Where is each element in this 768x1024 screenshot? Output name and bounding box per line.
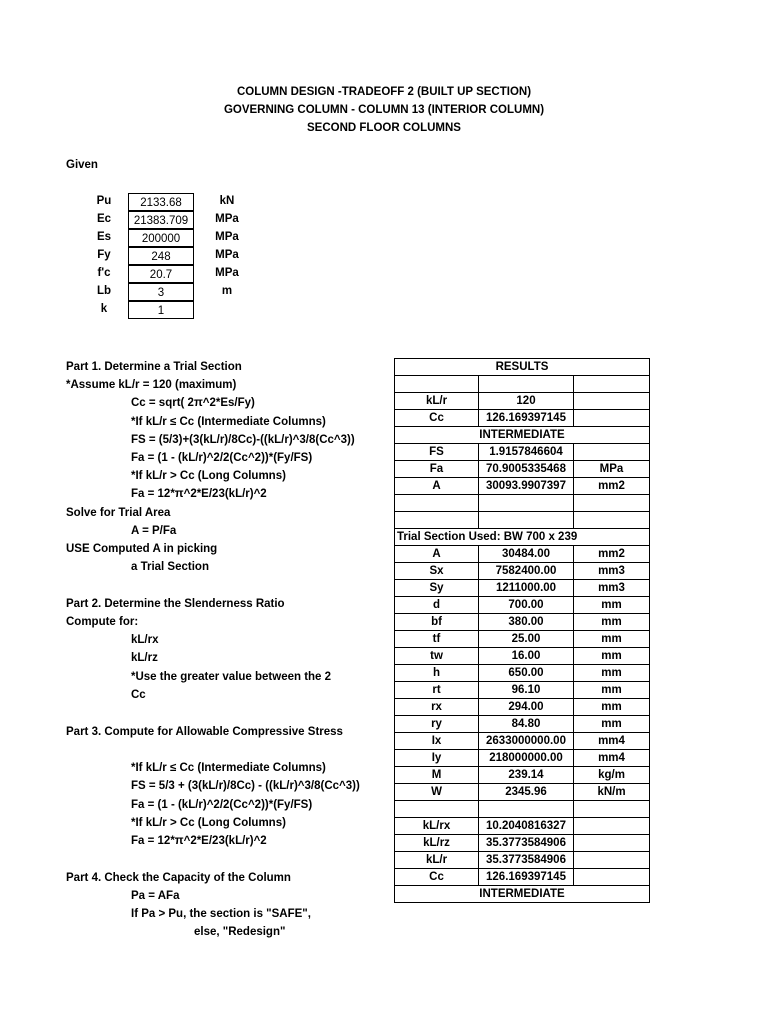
result-unit[interactable]	[574, 444, 650, 461]
prop-value[interactable]: 84.80	[479, 716, 574, 733]
table-row	[395, 869, 650, 886]
given-unit: MPa	[215, 267, 239, 279]
table-row	[395, 410, 650, 427]
result-label[interactable]: Cc	[395, 410, 479, 427]
given-symbol: k	[100, 303, 108, 315]
given-symbol: Pu	[96, 195, 112, 207]
procedure-line: If Pa > Pu, the section is "SAFE",	[131, 908, 311, 920]
given-symbol: Ec	[96, 213, 112, 225]
procedure-line: FS = 5/3 + (3(kL/r)/8Cc) - ((kL/r)^3/8(Cc^3))	[131, 780, 360, 792]
slenderness-label[interactable]: kL/rx	[395, 818, 479, 835]
table-row	[395, 699, 650, 716]
table-row	[395, 784, 650, 801]
prop-unit[interactable]: mm4	[574, 750, 650, 767]
prop-label[interactable]: A	[395, 546, 479, 563]
result-value[interactable]: 30093.9907397	[479, 478, 574, 495]
given-value[interactable]: 200000	[128, 229, 194, 247]
results-header[interactable]: RESULTS	[395, 359, 650, 376]
table-row	[395, 886, 650, 903]
prop-value[interactable]: 16.00	[479, 648, 574, 665]
prop-label[interactable]: tf	[395, 631, 479, 648]
prop-unit[interactable]: mm	[574, 631, 650, 648]
result-value[interactable]: 1.9157846604	[479, 444, 574, 461]
procedure-line: a Trial Section	[131, 561, 209, 573]
given-value[interactable]: 1	[128, 301, 194, 319]
given-unit: MPa	[215, 213, 239, 225]
prop-value[interactable]: 380.00	[479, 614, 574, 631]
classification-cell[interactable]: INTERMEDIATE	[395, 886, 650, 903]
prop-unit[interactable]: mm2	[574, 546, 650, 563]
prop-label[interactable]: Sy	[395, 580, 479, 597]
procedure-line: *If kL/r ≤ Cc (Intermediate Columns)	[131, 762, 326, 774]
given-value[interactable]: 248	[128, 247, 194, 265]
table-cell[interactable]	[574, 801, 650, 818]
given-symbol: f'c	[97, 267, 111, 279]
procedure-line: Fa = 12*π^2*E/23(kL/r)^2	[131, 488, 267, 500]
doc-subtitle-floor: SECOND FLOOR COLUMNS	[307, 122, 461, 134]
table-row	[395, 444, 650, 461]
prop-label[interactable]: M	[395, 767, 479, 784]
part4-heading: Part 4. Check the Capacity of the Column	[66, 872, 291, 884]
table-cell[interactable]	[574, 512, 650, 529]
slenderness-value[interactable]: 126.169397145	[479, 869, 574, 886]
prop-value[interactable]: 30484.00	[479, 546, 574, 563]
prop-label[interactable]: tw	[395, 648, 479, 665]
table-row	[395, 835, 650, 852]
table-cell[interactable]	[395, 512, 479, 529]
result-unit[interactable]	[574, 410, 650, 427]
given-label: Given	[66, 159, 98, 171]
table-row	[395, 767, 650, 784]
procedure-line: Fa = (1 - (kL/r)^2/2(Cc^2))*(Fy/FS)	[131, 799, 313, 811]
table-row	[395, 682, 650, 699]
slenderness-label[interactable]: kL/rz	[395, 835, 479, 852]
prop-value[interactable]: 96.10	[479, 682, 574, 699]
trial-section-cell[interactable]: Trial Section Used: BW 700 x 239	[395, 529, 650, 546]
table-row	[395, 733, 650, 750]
given-value[interactable]: 2133.68	[128, 193, 194, 211]
given-symbol: Fy	[97, 249, 111, 261]
procedure-line: A = P/Fa	[131, 525, 177, 537]
procedure-line: Fa = 12*π^2*E/23(kL/r)^2	[131, 835, 267, 847]
prop-value[interactable]: 239.14	[479, 767, 574, 784]
table-cell[interactable]	[479, 495, 574, 512]
prop-unit[interactable]: mm	[574, 614, 650, 631]
doc-title: COLUMN DESIGN -TRADEOFF 2 (BUILT UP SECTION)	[236, 86, 532, 98]
table-row	[395, 563, 650, 580]
classification-cell[interactable]: INTERMEDIATE	[395, 427, 650, 444]
procedure-line: kL/rz	[131, 652, 158, 664]
table-row	[395, 852, 650, 869]
table-cell[interactable]	[574, 852, 650, 869]
part2-heading: Part 2. Determine the Slenderness Ratio	[66, 598, 285, 610]
prop-unit[interactable]: kN/m	[574, 784, 650, 801]
procedure-line: Compute for:	[66, 616, 139, 628]
result-value[interactable]: 70.9005335468	[479, 461, 574, 478]
prop-value[interactable]: 650.00	[479, 665, 574, 682]
table-row	[395, 427, 650, 444]
prop-unit[interactable]: mm3	[574, 580, 650, 597]
table-row	[395, 818, 650, 835]
part3-heading: Part 3. Compute for Allowable Compressive Stress	[66, 726, 343, 738]
table-row	[395, 461, 650, 478]
prop-label[interactable]: d	[395, 597, 479, 614]
given-unit: MPa	[215, 249, 239, 261]
procedure-line: USE Computed A in picking	[66, 543, 218, 555]
given-value[interactable]: 20.7	[128, 265, 194, 283]
slenderness-value[interactable]: 35.3773584906	[479, 835, 574, 852]
prop-unit[interactable]: mm	[574, 597, 650, 614]
prop-label[interactable]: W	[395, 784, 479, 801]
prop-value[interactable]: 25.00	[479, 631, 574, 648]
result-label[interactable]: FS	[395, 444, 479, 461]
table-row	[395, 750, 650, 767]
slenderness-label[interactable]: kL/r	[395, 852, 479, 869]
procedure-line: *Use the greater value between the 2	[131, 671, 332, 683]
given-symbol: Es	[96, 231, 112, 243]
prop-unit[interactable]: mm	[574, 682, 650, 699]
prop-label[interactable]: ry	[395, 716, 479, 733]
result-label[interactable]: Fa	[395, 461, 479, 478]
given-symbol: Lb	[96, 285, 112, 297]
slenderness-value[interactable]: 35.3773584906	[479, 852, 574, 869]
slenderness-label[interactable]: Cc	[395, 869, 479, 886]
part1-heading: Part 1. Determine a Trial Section	[66, 361, 242, 373]
table-cell[interactable]	[574, 376, 650, 393]
table-cell[interactable]	[479, 512, 574, 529]
table-row	[395, 529, 650, 546]
table-row	[395, 376, 650, 393]
procedure-line: Pa = AFa	[131, 890, 180, 902]
procedure-line: Cc	[131, 689, 146, 701]
procedure-line: kL/rx	[131, 634, 159, 646]
prop-unit[interactable]: mm	[574, 716, 650, 733]
result-label[interactable]: A	[395, 478, 479, 495]
result-unit[interactable]: mm2	[574, 478, 650, 495]
result-value[interactable]: 126.169397145	[479, 410, 574, 427]
table-row	[395, 648, 650, 665]
prop-unit[interactable]: kg/m	[574, 767, 650, 784]
result-value[interactable]: 120	[479, 393, 574, 410]
table-row	[395, 580, 650, 597]
table-row	[395, 478, 650, 495]
table-cell[interactable]	[574, 495, 650, 512]
table-row	[395, 665, 650, 682]
procedure-line: Solve for Trial Area	[66, 507, 171, 519]
procedure-line: *If kL/r > Cc (Long Columns)	[131, 817, 286, 829]
prop-label[interactable]: rt	[395, 682, 479, 699]
given-unit: m	[221, 285, 233, 297]
prop-value[interactable]: 2345.96	[479, 784, 574, 801]
table-row	[395, 597, 650, 614]
slenderness-value[interactable]: 10.2040816327	[479, 818, 574, 835]
results-table	[394, 358, 650, 903]
given-unit: MPa	[215, 231, 239, 243]
table-row	[395, 393, 650, 410]
procedure-line: *If kL/r > Cc (Long Columns)	[131, 470, 286, 482]
table-row	[395, 359, 650, 376]
table-cell[interactable]	[574, 818, 650, 835]
prop-label[interactable]: rx	[395, 699, 479, 716]
table-cell[interactable]	[395, 495, 479, 512]
table-row	[395, 495, 650, 512]
procedure-line: FS = (5/3)+(3(kL/r)/8Cc)-((kL/r)^3/8(Cc^3))	[131, 434, 355, 446]
table-row	[395, 546, 650, 563]
table-row	[395, 614, 650, 631]
table-row	[395, 716, 650, 733]
table-cell[interactable]	[395, 376, 479, 393]
procedure-line: *If kL/r ≤ Cc (Intermediate Columns)	[131, 416, 326, 428]
table-cell[interactable]	[574, 835, 650, 852]
prop-unit[interactable]: mm3	[574, 563, 650, 580]
result-unit[interactable]: MPa	[574, 461, 650, 478]
prop-label[interactable]: Sx	[395, 563, 479, 580]
table-row	[395, 512, 650, 529]
procedure-line: Cc = sqrt( 2π^2*Es/Fy)	[131, 397, 255, 409]
prop-value[interactable]: 700.00	[479, 597, 574, 614]
prop-label[interactable]: bf	[395, 614, 479, 631]
prop-label[interactable]: Iy	[395, 750, 479, 767]
prop-value[interactable]: 2633000000.00	[479, 733, 574, 750]
prop-label[interactable]: Ix	[395, 733, 479, 750]
prop-unit[interactable]: mm	[574, 699, 650, 716]
result-unit[interactable]	[574, 393, 650, 410]
prop-unit[interactable]: mm4	[574, 733, 650, 750]
prop-value[interactable]: 1211000.00	[479, 580, 574, 597]
table-cell[interactable]	[395, 801, 479, 818]
given-unit: kN	[219, 195, 235, 207]
result-label[interactable]: kL/r	[395, 393, 479, 410]
procedure-line: else, "Redesign"	[194, 926, 286, 938]
table-cell[interactable]	[479, 801, 574, 818]
table-cell[interactable]	[574, 869, 650, 886]
procedure-line: *Assume kL/r = 120 (maximum)	[66, 379, 237, 391]
prop-value[interactable]: 294.00	[479, 699, 574, 716]
prop-value[interactable]: 7582400.00	[479, 563, 574, 580]
table-row	[395, 631, 650, 648]
prop-value[interactable]: 218000000.00	[479, 750, 574, 767]
table-row	[395, 801, 650, 818]
procedure-line: Fa = (1 - (kL/r)^2/2(Cc^2))*(Fy/FS)	[131, 452, 313, 464]
given-value[interactable]: 3	[128, 283, 194, 301]
prop-unit[interactable]: mm	[574, 665, 650, 682]
table-cell[interactable]	[479, 376, 574, 393]
prop-label[interactable]: h	[395, 665, 479, 682]
prop-unit[interactable]: mm	[574, 648, 650, 665]
given-value[interactable]: 21383.709	[128, 211, 194, 229]
doc-subtitle: GOVERNING COLUMN - COLUMN 13 (INTERIOR COLUMN)	[223, 104, 545, 116]
